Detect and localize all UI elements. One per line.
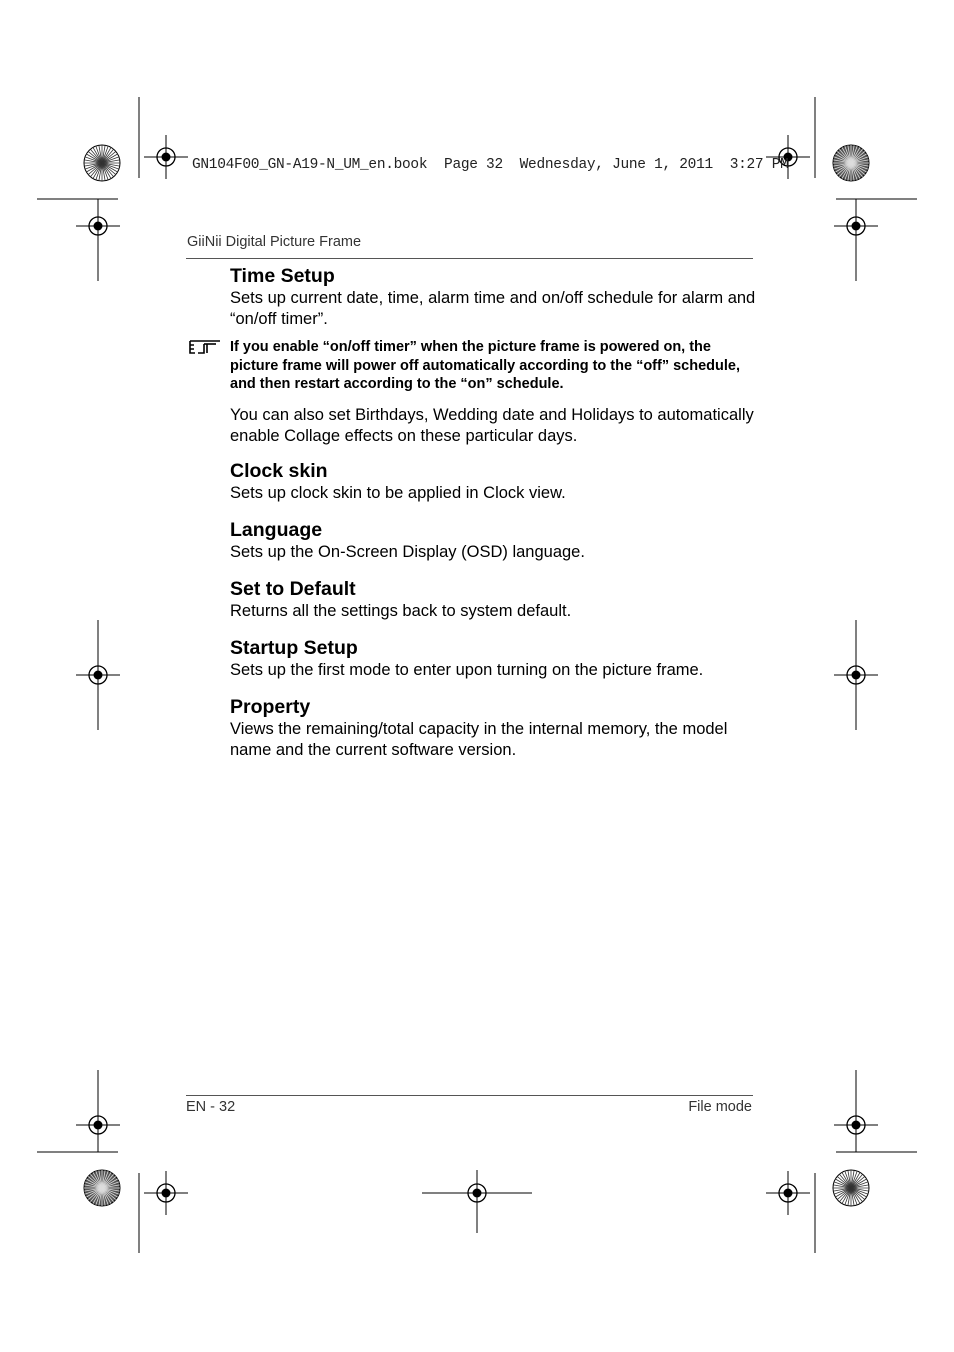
section-title: Set to Default: [230, 577, 356, 600]
section-text: Sets up the On-Screen Display (OSD) language.: [230, 542, 585, 561]
page-number: EN - 32: [186, 1099, 236, 1115]
section-title: Property: [230, 695, 311, 718]
section-startup-setup: [230, 636, 760, 681]
section-clock-skin: [230, 459, 760, 504]
page-content: [230, 264, 760, 775]
footer-rule: [186, 1095, 753, 1096]
note-text: If you enable “on/off timer” when the picture frame is powered on, the picture frame will power off automatically according to the “off” schedule, and then restart according to the “on” schedule.: [230, 339, 740, 392]
section-text: Sets up the first mode to enter upon turning on the picture frame.: [230, 660, 704, 679]
note-block: [230, 338, 760, 394]
print-slug: GN104F00_GN-A19-N_UM_en.book Page 32 Wednesday, June 1, 2011 3:27 PM: [192, 157, 789, 173]
section-text: Views the remaining/total capacity in the internal memory, the model name and the current software version.: [230, 719, 728, 759]
section-title: Language: [230, 518, 323, 541]
note-hand-icon: [186, 335, 224, 357]
section-time-setup: [230, 264, 760, 330]
footer-section-label: File mode: [688, 1099, 752, 1115]
section-text: Sets up current date, time, alarm time and on/off schedule for alarm and “on/off timer”.: [230, 289, 756, 328]
section-text: Returns all the settings back to system default.: [230, 601, 572, 620]
section-property: [230, 695, 760, 761]
section-title: Time Setup: [230, 265, 335, 287]
section-set-to-default: [230, 577, 760, 622]
section-title: Startup Setup: [230, 636, 358, 659]
section-title: Clock skin: [230, 459, 328, 482]
section-text: Sets up clock skin to be applied in Clock view.: [230, 483, 566, 502]
time-setup-extra-text: You can also set Birthdays, Wedding date and Holidays to automatically enable Collage effects on these particular days.: [230, 405, 754, 445]
running-head: GiiNii Digital Picture Frame: [187, 234, 362, 250]
header-rule: [186, 258, 753, 259]
section-language: [230, 518, 760, 563]
